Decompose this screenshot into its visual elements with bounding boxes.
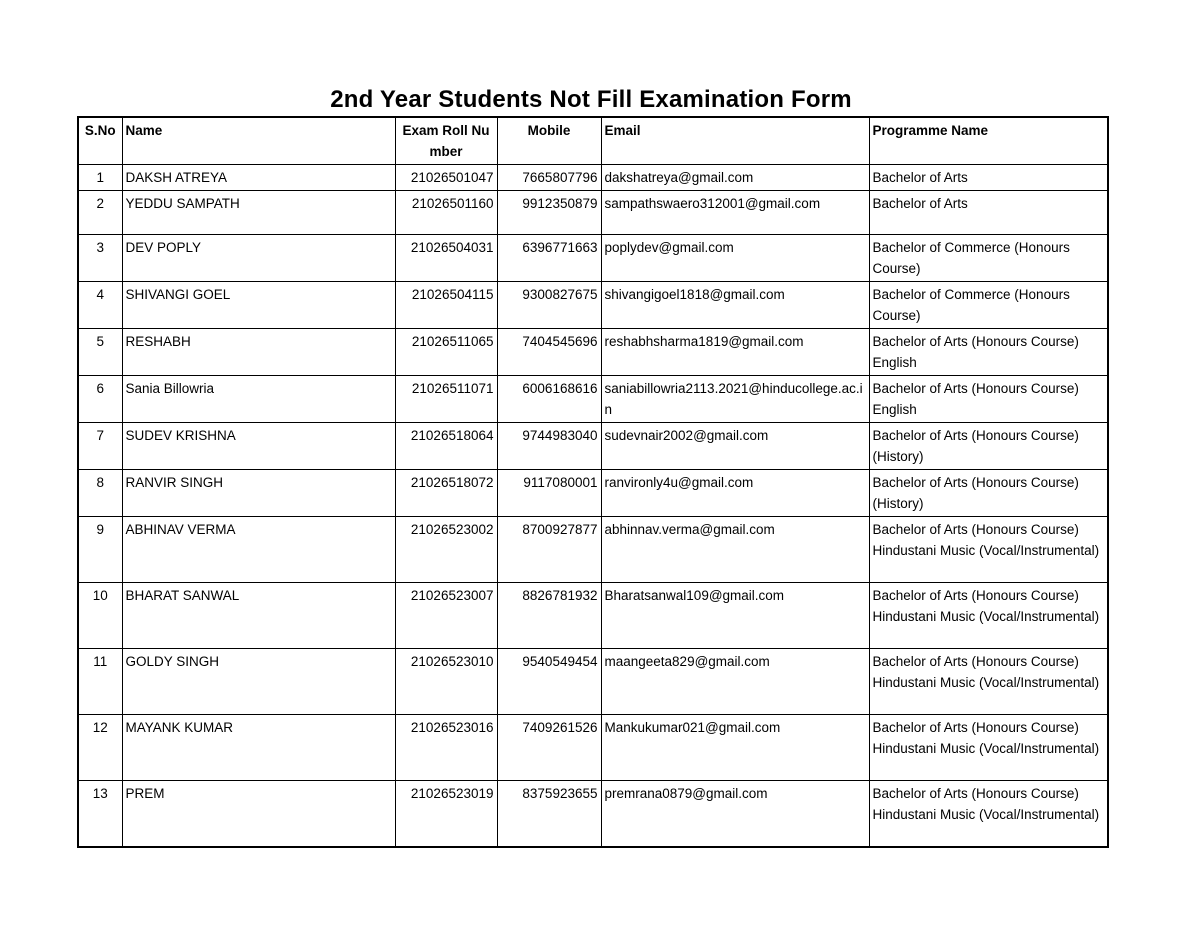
cell-sno: 9 — [78, 517, 122, 583]
document-title: 2nd Year Students Not Fill Examination Form — [330, 86, 852, 113]
cell-programme: Bachelor of Commerce (Honours Course) — [869, 235, 1108, 282]
cell-name: GOLDY SINGH — [122, 649, 395, 715]
cell-name: Sania Billowria — [122, 376, 395, 423]
cell-name: DEV POPLY — [122, 235, 395, 282]
cell-mobile: 8700927877 — [497, 517, 601, 583]
cell-roll: 21026523007 — [395, 583, 497, 649]
cell-roll: 21026501047 — [395, 165, 497, 191]
cell-email: maangeeta829@gmail.com — [601, 649, 869, 715]
cell-email: Bharatsanwal109@gmail.com — [601, 583, 869, 649]
cell-roll: 21026523016 — [395, 715, 497, 781]
cell-name: MAYANK KUMAR — [122, 715, 395, 781]
cell-programme: Bachelor of Arts (Honours Course) Hindustani Music (Vocal/Instrumental) — [869, 715, 1108, 781]
students-table — [77, 116, 1109, 848]
table-row — [78, 282, 1108, 329]
cell-mobile: 7665807796 — [497, 165, 601, 191]
cell-email: ranvironly4u@gmail.com — [601, 470, 869, 517]
cell-sno: 7 — [78, 423, 122, 470]
cell-mobile: 8826781932 — [497, 583, 601, 649]
cell-programme: Bachelor of Arts (Honours Course) (History) — [869, 470, 1108, 517]
cell-name: ABHINAV VERMA — [122, 517, 395, 583]
cell-roll: 21026523019 — [395, 781, 497, 847]
cell-name: SUDEV KRISHNA — [122, 423, 395, 470]
cell-email: Mankukumar021@gmail.com — [601, 715, 869, 781]
cell-sno: 8 — [78, 470, 122, 517]
header-programme: Programme Name — [869, 117, 1108, 165]
table-row — [78, 376, 1108, 423]
cell-name: RESHABH — [122, 329, 395, 376]
table-row — [78, 781, 1108, 847]
table-row — [78, 235, 1108, 282]
header-name: Name — [122, 117, 395, 165]
cell-name: YEDDU SAMPATH — [122, 191, 395, 235]
cell-sno: 12 — [78, 715, 122, 781]
table-header — [78, 117, 1108, 165]
cell-roll: 21026504031 — [395, 235, 497, 282]
cell-email: shivangigoel1818@gmail.com — [601, 282, 869, 329]
cell-mobile: 9300827675 — [497, 282, 601, 329]
table-row — [78, 329, 1108, 376]
header-email: Email — [601, 117, 869, 165]
cell-email: saniabillowria2113.2021@hinducollege.ac.in — [601, 376, 869, 423]
cell-programme: Bachelor of Arts (Honours Course) English — [869, 329, 1108, 376]
cell-sno: 11 — [78, 649, 122, 715]
cell-programme: Bachelor of Arts (Honours Course) Hindustani Music (Vocal/Instrumental) — [869, 583, 1108, 649]
cell-email: reshabhsharma1819@gmail.com — [601, 329, 869, 376]
cell-roll: 21026511071 — [395, 376, 497, 423]
cell-mobile: 7404545696 — [497, 329, 601, 376]
cell-name: BHARAT SANWAL — [122, 583, 395, 649]
cell-mobile: 6396771663 — [497, 235, 601, 282]
cell-roll: 21026511065 — [395, 329, 497, 376]
table-body — [78, 165, 1108, 847]
cell-roll: 21026504115 — [395, 282, 497, 329]
cell-sno: 3 — [78, 235, 122, 282]
cell-mobile: 9744983040 — [497, 423, 601, 470]
cell-programme: Bachelor of Commerce (Honours Course) — [869, 282, 1108, 329]
cell-email: dakshatreya@gmail.com — [601, 165, 869, 191]
table-row — [78, 470, 1108, 517]
cell-roll: 21026518064 — [395, 423, 497, 470]
cell-email: sudevnair2002@gmail.com — [601, 423, 869, 470]
cell-sno: 5 — [78, 329, 122, 376]
table-row — [78, 423, 1108, 470]
cell-sno: 13 — [78, 781, 122, 847]
header-sno: S.No — [78, 117, 122, 165]
cell-mobile: 6006168616 — [497, 376, 601, 423]
cell-name: SHIVANGI GOEL — [122, 282, 395, 329]
cell-programme: Bachelor of Arts (Honours Course) Hindustani Music (Vocal/Instrumental) — [869, 649, 1108, 715]
table-row — [78, 517, 1108, 583]
cell-roll: 21026501160 — [395, 191, 497, 235]
cell-mobile: 7409261526 — [497, 715, 601, 781]
cell-roll: 21026518072 — [395, 470, 497, 517]
cell-programme: Bachelor of Arts (Honours Course) English — [869, 376, 1108, 423]
cell-email: abhinnav.verma@gmail.com — [601, 517, 869, 583]
header-mobile: Mobile — [497, 117, 601, 165]
cell-programme: Bachelor of Arts (Honours Course) Hindustani Music (Vocal/Instrumental) — [869, 781, 1108, 847]
table-row — [78, 715, 1108, 781]
cell-name: RANVIR SINGH — [122, 470, 395, 517]
cell-name: DAKSH ATREYA — [122, 165, 395, 191]
table-row — [78, 649, 1108, 715]
cell-mobile: 8375923655 — [497, 781, 601, 847]
cell-sno: 10 — [78, 583, 122, 649]
table-row — [78, 583, 1108, 649]
cell-name: PREM — [122, 781, 395, 847]
header-row — [78, 117, 1108, 165]
table-row — [78, 191, 1108, 235]
cell-mobile: 9912350879 — [497, 191, 601, 235]
cell-roll: 21026523010 — [395, 649, 497, 715]
table-row — [78, 165, 1108, 191]
cell-programme: Bachelor of Arts — [869, 191, 1108, 235]
cell-email: poplydev@gmail.com — [601, 235, 869, 282]
cell-sno: 6 — [78, 376, 122, 423]
cell-programme: Bachelor of Arts (Honours Course) (History) — [869, 423, 1108, 470]
cell-mobile: 9117080001 — [497, 470, 601, 517]
cell-mobile: 9540549454 — [497, 649, 601, 715]
cell-email: sampathswaero312001@gmail.com — [601, 191, 869, 235]
cell-email: premrana0879@gmail.com — [601, 781, 869, 847]
cell-programme: Bachelor of Arts (Honours Course) Hindustani Music (Vocal/Instrumental) — [869, 517, 1108, 583]
cell-sno: 2 — [78, 191, 122, 235]
cell-sno: 4 — [78, 282, 122, 329]
cell-roll: 21026523002 — [395, 517, 497, 583]
header-roll: Exam Roll Number — [395, 117, 497, 165]
cell-programme: Bachelor of Arts — [869, 165, 1108, 191]
cell-sno: 1 — [78, 165, 122, 191]
